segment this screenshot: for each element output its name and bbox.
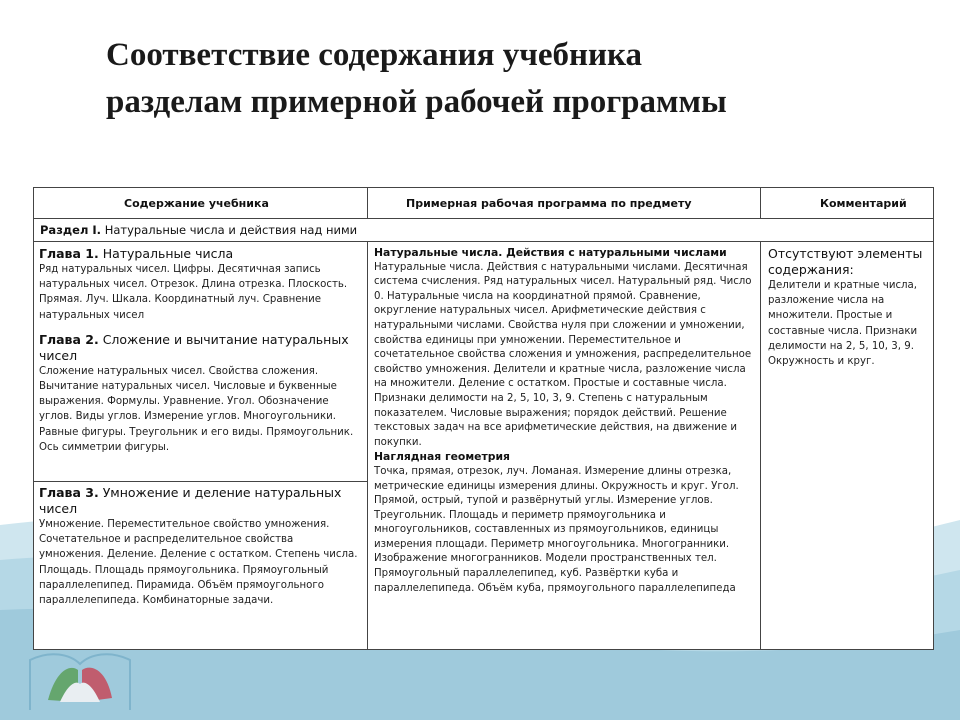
program-heading-1: Натуральные числа. Действия с натуральными числами [374,246,727,259]
chapter-3-heading: Глава 3. Умножение и деление натуральных чисел [39,485,342,516]
comment-heading: Отсутствуют элементы содержания: [768,246,923,277]
col-divider-2 [760,241,761,649]
title-line-1: Соответствие содержания учебника [106,37,643,73]
program-text-1: Натуральные числа. Действия с натуральными числами. Десятичная система счисления. Ряд натуральных чисел. Натуральный ряд. Число 0. Натуральные числа на координатной прямой. Сравнение, округление натуральных чисел. Арифметические действия с натуральными числами. Свойства нуля при сложении и умножении, свойства единицы при умножении. Переместительное и сочетательное свойства сложения и умножения, распределительное свойство умножения. Делители и кратные числа, разложение числа на множители. Деление с остатком. Простые и составные числа. Признаки делимости на 2, 5, 10, 3, 9. Степень с натуральным показателем. Числовые выражения; порядок действий. Решение текстовых задач на все арифметические действия, на движение и покупки. [374,261,752,448]
header-comment: Комментарий [820,197,907,210]
correspondence-table [33,187,934,650]
chapter-1-cell [39,246,361,455]
chapter-2-heading: Глава 2. Сложение и вычитание натуральных чисел [39,331,349,363]
section-title: Натуральные числа и действия над ними [104,223,358,237]
col-divider-1 [367,241,368,649]
title-line-2: разделам примерной рабочей программы [106,84,727,120]
chapter-1-text: Ряд натуральных чисел. Цифры. Десятичная запись натуральных чисел. Отрезок. Длина отрезка. Плоскость. Прямая. Луч. Шкала. Координатный луч. Сравнение натуральных чисел [39,264,348,321]
table-header-row [34,188,933,219]
book-logo-icon [20,640,140,720]
section-prefix: Раздел I. [40,223,102,237]
section-row [40,223,357,237]
comment-text: Делители и кратные числа, разложение числа на множители. Простые и составные числа. Признаки делимости на 2, 5, 10, 3, 9. Окружность и круг. [768,280,918,368]
page-title [106,32,926,126]
program-heading-2: Наглядная геометрия [374,450,510,464]
chapter-3-cell [39,485,361,608]
chapter-2-text: Сложение натуральных чисел. Свойства сложения. Вычитание натуральных чисел. Числовые и буквенные выражения. Формулы. Уравнение. Угол. Обозначение углов. Виды углов. Измерение углов. Многоугольники. Равные фигуры. Треугольник и его виды. Прямоугольник. Ось симметрии фигуры. [39,365,354,453]
chapter-1-heading: Глава 1. Натуральные числа [39,246,234,261]
header-divider-1 [367,188,368,218]
chapter-3-text: Умножение. Переместительное свойство умножения. Сочетательное и распределительное свойства умножения. Деление. Деление с остатком. Степень числа. Площадь. Площадь прямоугольника. Прямоугольный параллелепипед. Пирамида. Объём прямоугольного параллелепипеда. Комбинаторные задачи. [39,519,358,607]
program-text-2: Точка, прямая, отрезок, луч. Ломаная. Измерение длины отрезка, метрические единицы измерения длины. Окружность и круг. Угол. Прямой, острый, тупой и развёрнутый углы. Измерение углов. Треугольник. Площадь и периметр прямоугольника и многоугольников, составленных из прямоугольников, единицы измерения площади. Периметр многоугольника. Многогранники. Изображение многогранников. Модели пространственных тел. Прямоугольный параллелепипед, куб. Развёртки куба и параллелепипеда. Объём куба, прямоугольного параллелепипеда [374,465,739,594]
header-divider-2 [760,188,761,218]
section-divider [34,241,933,242]
comment-cell [768,246,928,369]
program-cell [374,246,754,596]
header-program: Примерная рабочая программа по предмету [406,197,692,210]
header-textbook: Содержание учебника [124,197,269,210]
chapter-divider [34,481,367,482]
